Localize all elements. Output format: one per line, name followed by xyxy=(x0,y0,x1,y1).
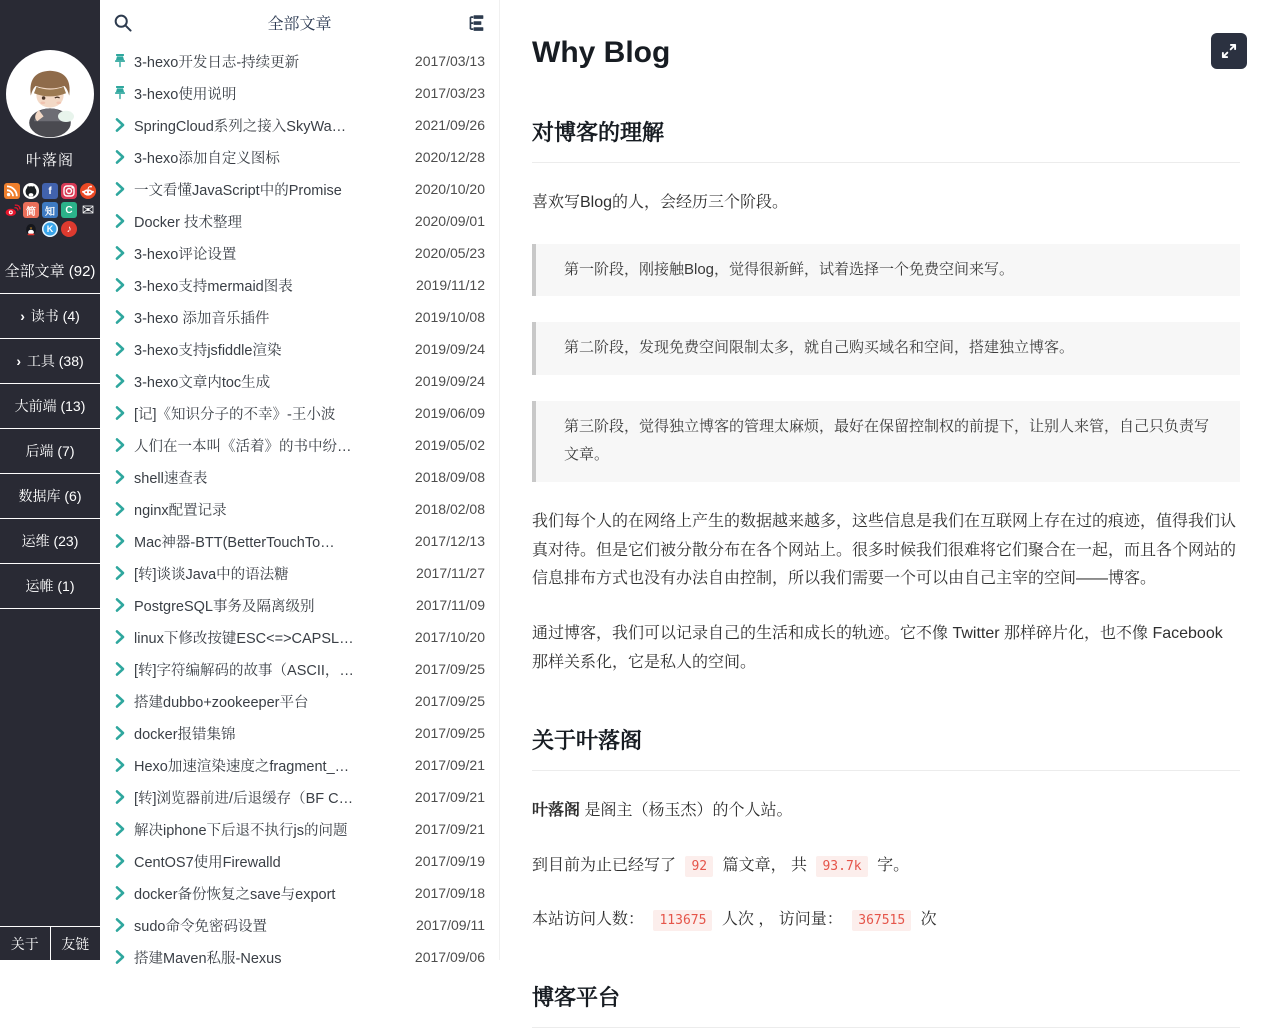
chevron-right-icon xyxy=(112,405,128,421)
visitors-mid: 人次 ， 访问量： xyxy=(721,911,843,929)
article-date: 2017/10/20 xyxy=(414,629,485,645)
chevron-right-icon xyxy=(112,725,128,741)
article-date: 2020/09/01 xyxy=(414,213,485,229)
paragraph-record: 通过博客，我们可以记录自己的生活和成长的轨迹。它不像 Twitter 那样碎片化，也不像 Facebook 那样关系化，它是私人的空间。 xyxy=(532,625,1223,671)
article-bullet-icon xyxy=(112,245,128,261)
article-bullet-icon xyxy=(112,629,128,645)
article-title: CentOS7使用Firewalld xyxy=(134,854,281,871)
list-item[interactable] xyxy=(100,653,499,685)
article-date: 2017/09/19 xyxy=(414,853,485,869)
article-bullet-icon xyxy=(112,725,128,741)
article-bullet-icon xyxy=(112,565,128,581)
chevron-right-icon xyxy=(112,181,128,197)
chevron-right-icon xyxy=(112,885,128,901)
blockquote xyxy=(532,401,1240,482)
list-item[interactable] xyxy=(100,877,499,909)
article-title: Hexo加速渲染速度之fragment_… xyxy=(134,758,350,775)
written-suffix: 字。 xyxy=(877,856,910,874)
page-title: Why Blog xyxy=(532,36,671,69)
article-date: 2017/09/25 xyxy=(414,693,485,709)
article-title: PostgreSQL事务及隔离级别 xyxy=(134,598,315,615)
list-item[interactable] xyxy=(100,493,499,525)
email-icon[interactable]: ✉ xyxy=(81,202,95,219)
blockquote-text: 第三阶段，觉得独立博客的管理太麻烦，最好在保留控制权的前提下，让别人来管，自己只负责写文章。 xyxy=(564,417,1210,464)
article-date: 2017/09/21 xyxy=(414,821,485,837)
article-bullet-icon xyxy=(112,693,128,709)
article-bullet-icon xyxy=(112,117,128,133)
article-title: 人们在一本叫《活着》的书中纷… xyxy=(134,438,352,455)
list-item[interactable] xyxy=(100,333,499,365)
article-title: [转]谈谈Java中的语法糖 xyxy=(134,566,289,583)
chevron-right-icon xyxy=(112,501,128,517)
list-item[interactable] xyxy=(100,397,499,429)
chevron-right-icon xyxy=(112,917,128,933)
article-title: linux下修改按键ESC<=>CAPSL… xyxy=(134,630,354,647)
category-item[interactable] xyxy=(0,293,100,338)
site-name: 叶落阁 xyxy=(25,152,74,169)
article-bullet-icon xyxy=(112,469,128,485)
article-date: 2019/09/24 xyxy=(414,373,485,389)
blockquote xyxy=(532,244,1240,297)
list-item[interactable] xyxy=(100,749,499,781)
article-title: 3-hexo添加自定义图标 xyxy=(134,150,280,167)
category-count: (23) xyxy=(53,533,79,549)
chevron-right-icon xyxy=(20,308,25,324)
netease-music-icon[interactable]: ♪ xyxy=(61,221,77,237)
list-item[interactable] xyxy=(100,525,499,557)
list-item[interactable] xyxy=(100,205,499,237)
article-title: 3-hexo支持jsfiddle渲染 xyxy=(134,342,282,359)
article-date: 2019/09/24 xyxy=(414,341,485,357)
chevron-right-icon xyxy=(112,309,128,325)
list-item[interactable] xyxy=(100,269,499,301)
category-label: 读书 xyxy=(30,308,59,324)
list-item[interactable] xyxy=(100,941,499,973)
category-count: (1) xyxy=(57,578,75,594)
blockquote xyxy=(532,322,1240,375)
pin-icon xyxy=(112,53,128,69)
article-bullet-icon xyxy=(112,277,128,293)
article-title: 3-hexo开发日志-持续更新 xyxy=(134,54,300,71)
pin-icon xyxy=(112,85,128,101)
category-count: (13) xyxy=(60,398,86,414)
article-title: 搭建Maven私服-Nexus xyxy=(134,950,282,967)
article-title: 3-hexo文章内toc生成 xyxy=(134,374,271,391)
article-title: [转]浏览器前进/后退缓存（BF C… xyxy=(134,790,354,807)
article-title: 3-hexo评论设置 xyxy=(134,246,237,263)
chevron-right-icon xyxy=(112,757,128,773)
article-title: 3-hexo 添加音乐插件 xyxy=(134,310,270,327)
chevron-right-icon xyxy=(112,373,128,389)
article-date: 2017/12/13 xyxy=(414,533,485,549)
friend-links-link[interactable]: 友链 xyxy=(61,935,90,952)
article-title: Docker 技术整理 xyxy=(134,214,242,231)
chevron-right-icon xyxy=(112,565,128,581)
visits-suffix: 次 xyxy=(920,911,937,929)
visit-count-badge: 367515 xyxy=(852,910,911,931)
about-link[interactable]: 关于 xyxy=(0,927,51,960)
list-title: 全部文章 xyxy=(267,16,332,33)
chevron-right-icon xyxy=(112,597,128,613)
article-date: 2017/09/21 xyxy=(414,789,485,805)
category-label: 运维 xyxy=(21,533,50,549)
article-date: 2020/10/20 xyxy=(414,181,485,197)
article-bullet-icon xyxy=(112,341,128,357)
article-title: 解决iphone下后退不执行js的问题 xyxy=(134,822,348,839)
paragraph-written-stats xyxy=(532,852,1240,881)
search-icon[interactable] xyxy=(113,13,133,33)
article-date: 2017/09/11 xyxy=(415,917,485,933)
article-bullet-icon xyxy=(112,501,128,517)
list-item[interactable] xyxy=(100,365,499,397)
list-item[interactable] xyxy=(100,557,499,589)
category-item[interactable] xyxy=(0,563,100,609)
avatar[interactable] xyxy=(6,50,94,138)
qq-icon[interactable] xyxy=(23,221,39,237)
article-list xyxy=(100,45,499,973)
zhihu-icon[interactable]: 知 xyxy=(42,202,58,218)
article-bullet-icon xyxy=(112,213,128,229)
article-date: 2019/10/08 xyxy=(414,309,485,325)
visitors-prefix: 本站访问人数： xyxy=(532,911,645,929)
list-item[interactable] xyxy=(100,589,499,621)
list-item[interactable] xyxy=(100,813,499,845)
category-count: (92) xyxy=(68,263,96,280)
weibo-icon[interactable] xyxy=(4,202,20,218)
article-date: 2017/09/21 xyxy=(414,757,485,773)
rss-icon[interactable] xyxy=(4,183,20,199)
list-item[interactable] xyxy=(100,173,499,205)
article-title: 3-hexo使用说明 xyxy=(134,86,237,103)
article-bullet-icon xyxy=(112,821,128,837)
article-bullet-icon xyxy=(112,373,128,389)
chevron-right-icon xyxy=(112,629,128,645)
sidebar-footer xyxy=(0,926,100,960)
chevron-right-icon xyxy=(112,149,128,165)
article-list-column xyxy=(100,0,500,967)
github-icon[interactable] xyxy=(23,183,39,199)
article-bullet-icon xyxy=(112,661,128,677)
article-bullet-icon xyxy=(112,533,128,549)
list-item[interactable] xyxy=(100,781,499,813)
chevron-right-icon xyxy=(112,469,128,485)
list-item[interactable] xyxy=(100,45,499,77)
article-title: shell速查表 xyxy=(134,470,208,487)
instagram-icon[interactable] xyxy=(61,183,77,199)
list-item[interactable] xyxy=(100,717,499,749)
written-prefix: 到目前为止已经写了 xyxy=(532,856,677,874)
article-bullet-icon xyxy=(112,149,128,165)
article-title: 3-hexo支持mermaid图表 xyxy=(134,278,293,295)
article-title: docker报错集锦 xyxy=(134,726,236,743)
chevron-right-icon xyxy=(16,353,21,369)
article-title: 搭建dubbo+zookeeper平台 xyxy=(134,694,309,711)
article-title: SpringCloud系列之接入SkyWa… xyxy=(134,118,347,135)
chevron-right-icon xyxy=(112,245,128,261)
paragraph-about xyxy=(532,797,1240,826)
chevron-right-icon xyxy=(112,949,128,965)
category-label: 运帷 xyxy=(25,578,54,594)
category-label: 后端 xyxy=(25,443,54,459)
chevron-right-icon xyxy=(112,821,128,837)
chevron-right-icon xyxy=(112,277,128,293)
chevron-right-icon xyxy=(112,437,128,453)
category-count: (7) xyxy=(57,443,75,459)
article-date: 2019/06/09 xyxy=(414,405,485,421)
category-label: 全部文章 xyxy=(4,263,65,280)
category-item[interactable] xyxy=(0,518,100,563)
site-name-bold: 叶落阁 xyxy=(532,801,581,819)
article-date: 2019/11/12 xyxy=(415,277,485,293)
article-bullet-icon xyxy=(112,789,128,805)
list-item[interactable] xyxy=(100,461,499,493)
article-date: 2018/02/08 xyxy=(414,501,485,517)
word-count-badge: 93.7k xyxy=(816,856,867,877)
toc-toggle-icon[interactable] xyxy=(466,13,486,33)
paragraph-visit-stats xyxy=(532,906,1240,935)
section-heading-understanding: 对博客的理解 xyxy=(532,116,1240,163)
category-count: (38) xyxy=(58,353,84,369)
blockquote-text: 第二阶段，发现免费空间限制太多，就自己购买域名和空间，搭建独立博客。 xyxy=(564,339,1075,357)
written-mid: 篇文章， 共 xyxy=(722,856,808,874)
article-title: sudo命令免密码设置 xyxy=(134,918,267,935)
category-menu xyxy=(0,249,100,609)
category-item[interactable] xyxy=(0,383,100,428)
article-date: 2019/05/02 xyxy=(414,437,485,453)
article-date: 2017/09/25 xyxy=(414,725,485,741)
article-date: 2017/11/27 xyxy=(415,565,485,581)
article-title: 一文看懂JavaScript中的Promise xyxy=(134,182,342,199)
section-heading-about: 关于叶落阁 xyxy=(532,724,1240,771)
article-content xyxy=(500,0,1280,1011)
sidebar xyxy=(0,0,100,960)
blockquote-text: 第一阶段，刚接触Blog，觉得很新鲜，试着选择一个免费空间来写。 xyxy=(564,260,1015,278)
article-title: docker备份恢复之save与export xyxy=(134,886,336,903)
paragraph-data: 我们每个人的在网络上产生的数据越来越多，这些信息是我们在互联网上存在过的痕迹，值得我们认真对待。但是它们被分散分布在各个网站上。很多时候我们很难将它们聚合在一起，而且各个网站的信息排布方式也没有办法自由控制，所以我们需要一个可以由自己主宰的空间——博客。 xyxy=(532,512,1237,588)
category-label: 工具 xyxy=(26,353,55,369)
article-bullet-icon xyxy=(112,597,128,613)
article-title: [转]字符编解码的故事（ASCII，… xyxy=(134,662,354,679)
category-all-articles[interactable] xyxy=(0,249,100,293)
section-heading-platform: 博客平台 xyxy=(532,981,1240,1028)
list-item[interactable] xyxy=(100,909,499,941)
paragraph-intro: 喜欢写Blog的人，会经历三个阶段。 xyxy=(532,194,789,211)
article-bullet-icon xyxy=(112,853,128,869)
article-date: 2017/03/23 xyxy=(414,85,485,101)
chevron-right-icon xyxy=(112,789,128,805)
avatar-illustration xyxy=(10,54,90,134)
article-count-badge: 92 xyxy=(685,856,713,877)
category-count: (6) xyxy=(64,488,82,504)
jianshu-icon[interactable]: 简 xyxy=(23,202,39,218)
about-rest-text: 是阁主（杨玉杰）的个人站。 xyxy=(584,801,793,819)
article-title: [记]《知识分子的不幸》-王小波 xyxy=(134,406,336,423)
category-label: 大前端 xyxy=(14,398,57,414)
category-label: 数据库 xyxy=(18,488,61,504)
category-count: (4) xyxy=(62,308,80,324)
article-bullet-icon xyxy=(112,885,128,901)
chevron-right-icon xyxy=(112,853,128,869)
list-item[interactable] xyxy=(100,301,499,333)
list-item[interactable] xyxy=(100,77,499,109)
chevron-right-icon xyxy=(112,693,128,709)
article-date: 2017/03/13 xyxy=(414,53,485,69)
fullscreen-toggle-button[interactable] xyxy=(1211,33,1247,69)
category-item[interactable] xyxy=(0,473,100,518)
list-item[interactable] xyxy=(100,621,499,653)
list-header xyxy=(100,0,499,45)
article-date: 2017/09/18 xyxy=(414,885,485,901)
article-date: 2017/11/09 xyxy=(415,597,485,613)
list-item[interactable] xyxy=(100,845,499,877)
expand-arrows-icon xyxy=(1219,41,1239,61)
article-bullet-icon xyxy=(112,181,128,197)
chevron-right-icon xyxy=(112,117,128,133)
kugou-icon[interactable]: K xyxy=(42,221,58,237)
article-title: nginx配置记录 xyxy=(134,502,227,519)
article-bullet-icon xyxy=(112,309,128,325)
list-item[interactable] xyxy=(100,237,499,269)
article-bullet-icon xyxy=(112,757,128,773)
facebook-icon[interactable]: f xyxy=(42,183,58,199)
article-bullet-icon xyxy=(112,949,128,965)
category-item[interactable] xyxy=(0,428,100,473)
chevron-right-icon xyxy=(112,341,128,357)
reddit-icon[interactable] xyxy=(80,183,96,199)
article-date: 2017/09/06 xyxy=(414,949,485,965)
chevron-right-icon xyxy=(112,213,128,229)
article-date: 2020/12/28 xyxy=(414,149,485,165)
social-links xyxy=(0,183,100,237)
chevron-right-icon xyxy=(112,661,128,677)
list-item[interactable] xyxy=(100,685,499,717)
visitor-count-badge: 113675 xyxy=(653,910,712,931)
article-date: 2021/09/26 xyxy=(414,117,485,133)
list-item[interactable] xyxy=(100,109,499,141)
list-item[interactable] xyxy=(100,141,499,173)
article-bullet-icon xyxy=(112,437,128,453)
article-bullet-icon xyxy=(112,85,128,101)
article-date: 2020/05/23 xyxy=(414,245,485,261)
csdn-icon[interactable]: C xyxy=(61,202,77,218)
article-date: 2017/09/25 xyxy=(414,661,485,677)
category-item[interactable] xyxy=(0,338,100,383)
article-title: Mac神器-BTT(BetterTouchTo… xyxy=(134,534,335,551)
article-bullet-icon xyxy=(112,405,128,421)
article-date: 2018/09/08 xyxy=(414,469,485,485)
article-bullet-icon xyxy=(112,917,128,933)
list-item[interactable] xyxy=(100,429,499,461)
chevron-right-icon xyxy=(112,533,128,549)
article-bullet-icon xyxy=(112,53,128,69)
